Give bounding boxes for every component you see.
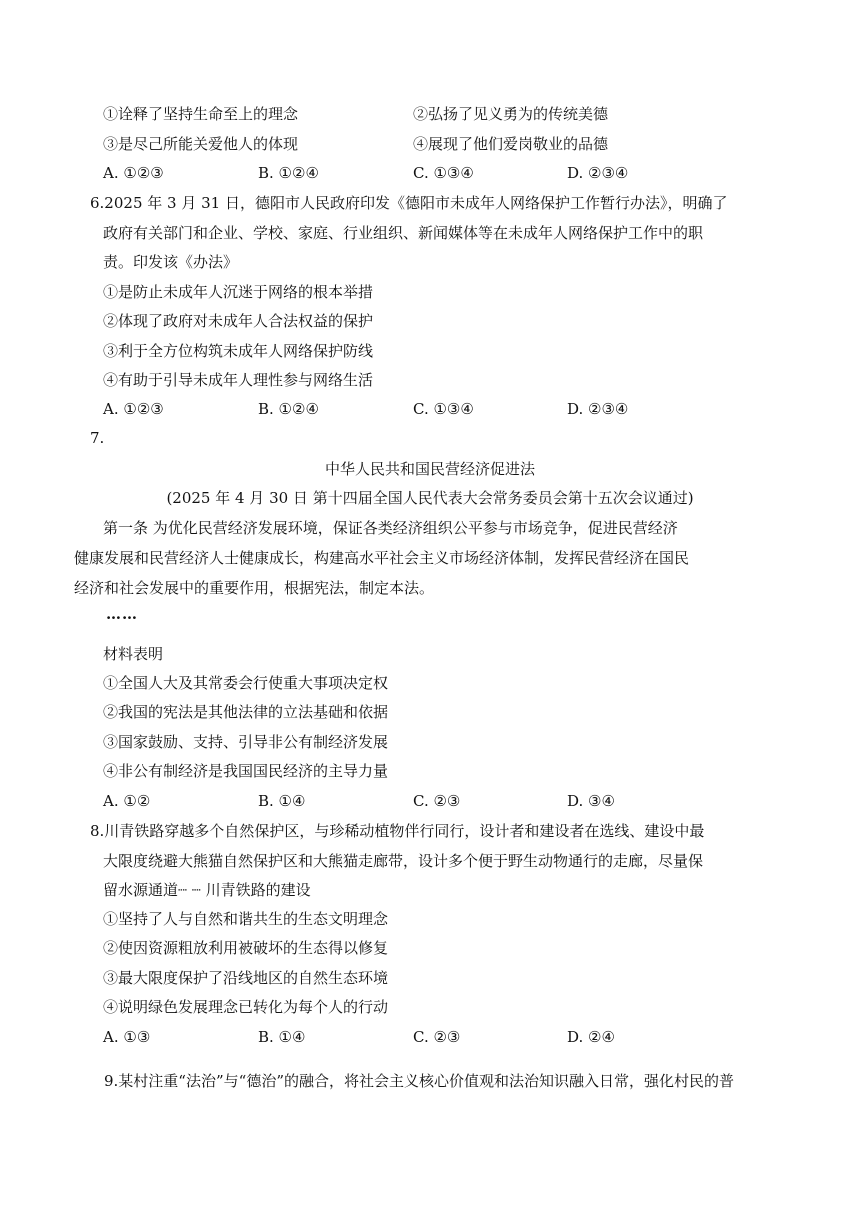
q6-option-a: A. ①②③ (103, 400, 164, 418)
q6-option-b: B. ①②④ (258, 400, 319, 418)
q5-statement-2: ②弘扬了见义勇为的传统美德 (413, 105, 609, 123)
q7-option-d: D. ③④ (567, 792, 615, 810)
q7-statement-2: ②我国的宪法是其他法律的立法基础和依据 (103, 703, 389, 721)
q7-ellipsis: …… (106, 605, 138, 623)
q7-law-subtitle: (2025 年 4 月 30 日 第十四届全国人民代表大会常务委员会第十五次会议通过) (166, 489, 694, 507)
q6-stem-line-1: 6.2025 年 3 月 31 日，德阳市人民政府印发《德阳市未成年人网络保护工作暂行办法》，明确了 (90, 194, 728, 212)
q7-number: 7. (90, 429, 105, 447)
q8-stem-line-2: 大限度绕避大熊猫自然保护区和大熊猫走廊带，设计多个便于野生动物通行的走廊，尽量保 (103, 852, 704, 870)
q6-option-c: C. ①③④ (413, 400, 474, 418)
q8-statement-1: ①坚持了人与自然和谐共生的生态文明理念 (103, 910, 389, 928)
q5-statement-3: ③是尽己所能关爱他人的体现 (103, 135, 299, 153)
q9-stem-line-1: 9.某村注重“法治”与“德治”的融合，将社会主义核心价值观和法治知识融入日常，强化村民的普 (104, 1072, 734, 1090)
q8-stem-line-3: 留水源通道┈ ┈ 川青铁路的建设 (103, 881, 311, 899)
q7-statement-1: ①全国人大及其常委会行使重大事项决定权 (103, 674, 389, 692)
q8-stem-line-1: 8.川青铁路穿越多个自然保护区，与珍稀动植物伴行同行，设计者和建设者在选线、建设中最 (90, 822, 705, 840)
q5-option-d: D. ②③④ (567, 164, 629, 182)
q7-article-line-2: 健康发展和民营经济人士健康成长，构建高水平社会主义市场经济体制，发挥民营经济在国民 (74, 549, 690, 567)
q7-option-c: C. ②③ (413, 792, 461, 810)
q8-statement-4: ④说明绿色发展理念已转化为每个人的行动 (103, 998, 389, 1016)
q8-statement-2: ②使因资源粗放利用被破坏的生态得以修复 (103, 939, 389, 957)
q5-option-a: A. ①②③ (103, 164, 164, 182)
q7-article-line-1: 第一条 为优化民营经济发展环境，保证各类经济组织公平参与市场竞争，促进民营经济 (103, 519, 678, 537)
q8-option-b: B. ①④ (258, 1028, 306, 1046)
q7-statement-4: ④非公有制经济是我国国民经济的主导力量 (103, 762, 389, 780)
q5-option-c: C. ①③④ (413, 164, 474, 182)
q5-statement-4: ④展现了他们爱岗敬业的品德 (413, 135, 609, 153)
q8-option-d: D. ②④ (567, 1028, 615, 1046)
q6-statement-2: ②体现了政府对未成年人合法权益的保护 (103, 312, 374, 330)
q6-option-d: D. ②③④ (567, 400, 629, 418)
q7-statement-3: ③国家鼓励、支持、引导非公有制经济发展 (103, 733, 389, 751)
q7-option-a: A. ①② (103, 792, 151, 810)
q7-stem: 材料表明 (103, 645, 164, 663)
q6-statement-1: ①是防止未成年人沉迷于网络的根本举措 (103, 283, 374, 301)
q8-option-a: A. ①③ (103, 1028, 151, 1046)
q5-statement-1: ①诠释了坚持生命至上的理念 (103, 105, 299, 123)
q7-law-title: 中华人民共和国民营经济促进法 (324, 460, 535, 478)
q5-option-b: B. ①②④ (258, 164, 319, 182)
q6-statement-4: ④有助于引导未成年人理性参与网络生活 (103, 371, 374, 389)
q7-article-line-3: 经济和社会发展中的重要作用，根据宪法，制定本法。 (74, 579, 435, 597)
q8-option-c: C. ②③ (413, 1028, 461, 1046)
q6-stem-line-3: 责。印发该《办法》 (103, 253, 239, 271)
q7-option-b: B. ①④ (258, 792, 306, 810)
q6-statement-3: ③利于全方位构筑未成年人网络保护防线 (103, 342, 374, 360)
q6-stem-line-2: 政府有关部门和企业、学校、家庭、行业组织、新闻媒体等在未成年人网络保护工作中的职 (103, 224, 704, 242)
q8-statement-3: ③最大限度保护了沿线地区的自然生态环境 (103, 969, 389, 987)
